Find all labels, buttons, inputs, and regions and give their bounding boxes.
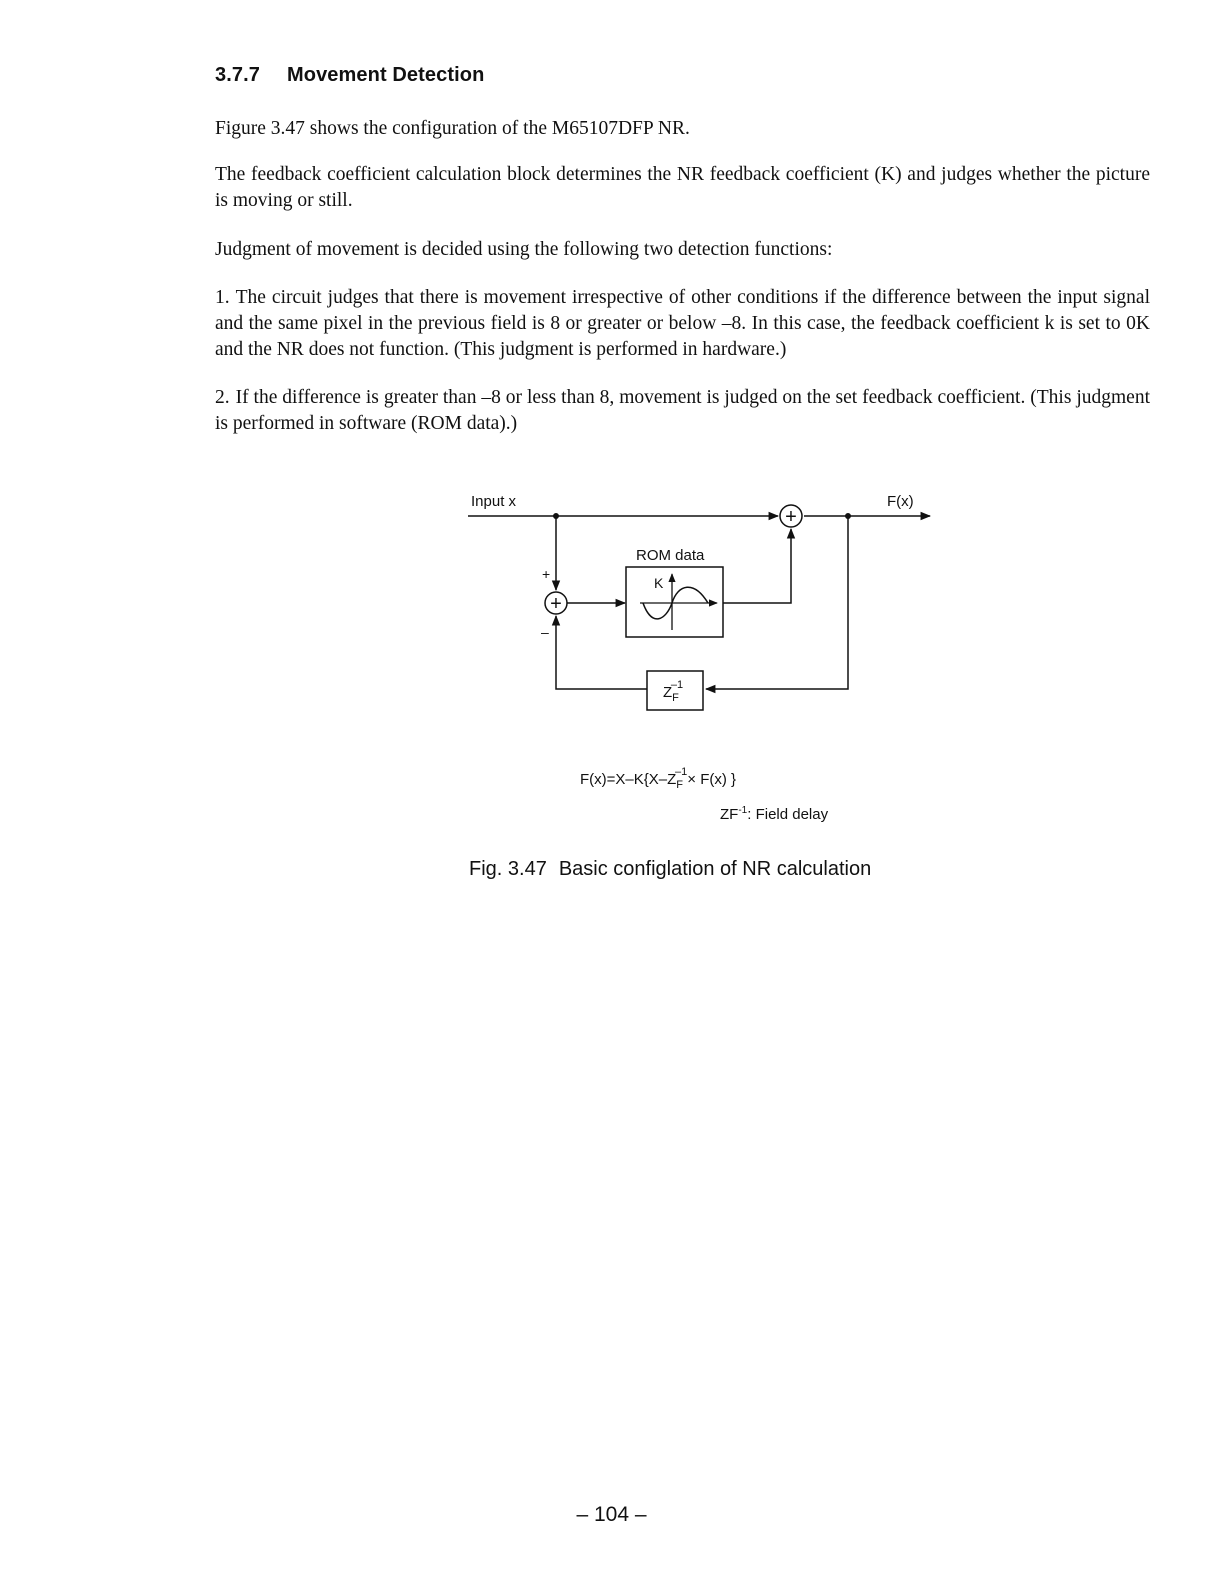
section-heading: [215, 64, 484, 87]
minus-sign-label: –: [541, 624, 549, 640]
rom-k-label: K: [654, 575, 664, 591]
output-adder-plus: +: [785, 506, 797, 528]
field-delay-base: Z: [663, 684, 673, 701]
page-number: – 104 –: [576, 1503, 647, 1526]
list-marker-2: 2.: [215, 387, 230, 408]
field-delay-sub: F: [672, 692, 679, 704]
field-delay-sup: –1: [670, 679, 684, 691]
rom-data-label: ROM data: [636, 547, 705, 564]
list-text-2: If the difference is greater than –8 or less than 8, movement is judged on the set feedback coefficient. (This judgment is performed in software (ROM data).): [215, 387, 1150, 434]
input-label: Input x: [471, 493, 517, 510]
section-title: Movement Detection: [287, 64, 485, 86]
formula-suffix: × F(x) }: [687, 771, 737, 788]
rom-to-output-adder-line: [723, 529, 791, 603]
output-label: F(x): [887, 493, 914, 510]
note-sup: -1: [738, 805, 748, 816]
rom-data-box: [626, 567, 723, 637]
note-suffix: : Field delay: [747, 806, 829, 823]
nr-formula: [580, 766, 736, 791]
field-delay-note: [720, 805, 829, 823]
list-item-2: [215, 385, 1150, 437]
subtractor-plus: +: [550, 593, 562, 615]
figure-caption: [469, 858, 871, 881]
section-number: 3.7.7: [215, 64, 260, 86]
paragraph-intro: Figure 3.47 shows the configuration of the M65107DFP NR.: [215, 118, 690, 139]
formula-sub: F: [676, 779, 684, 791]
paragraph-judgment: Judgment of movement is decided using the following two detection functions:: [215, 239, 833, 260]
paragraph-feedback-block: The feedback coefficient calculation block determines the NR feedback coefficient (K) and judges whether the picture is moving or still.: [215, 164, 1150, 211]
nr-block-diagram: [440, 480, 960, 835]
formula-prefix: F(x)=X–K{X–Z: [580, 771, 677, 788]
note-base: ZF: [720, 806, 739, 823]
list-marker-1: 1.: [215, 287, 230, 308]
figure-number: Fig. 3.47: [469, 858, 547, 880]
list-item-1: [215, 285, 1150, 363]
plus-sign-label: +: [542, 566, 551, 582]
figure-caption-text: Basic configlation of NR calculation: [558, 858, 872, 880]
list-text-1: The circuit judges that there is movement irrespective of other conditions if the difference between the input signal and the same pixel in the previous field is 8 or greater or below –8. In this case, the feedback coefficient k is set to 0K and the NR does not function. (This judgment is performed in hardware.): [215, 287, 1150, 360]
formula-sup: –1: [675, 766, 688, 778]
